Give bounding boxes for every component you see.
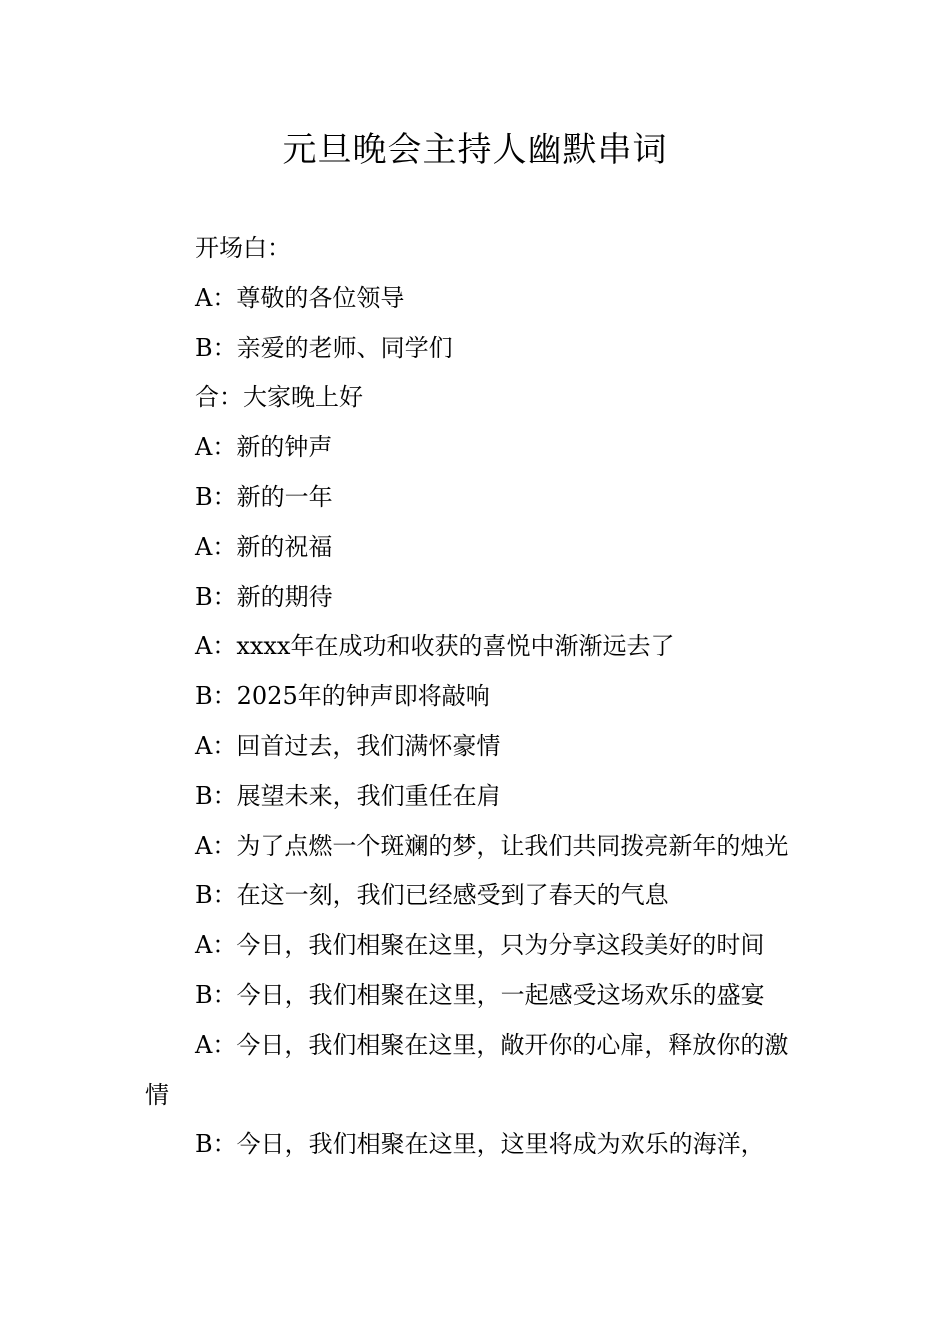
paragraph: A：尊敬的各位领导 [195, 283, 405, 312]
paragraph: A：今日，我们相聚在这里，只为分享这段美好的时间 [195, 931, 765, 960]
paragraph: B：新的期待 [195, 582, 333, 611]
paragraph: B：展望未来，我们重任在肩 [195, 781, 501, 810]
paragraph: 合：大家晚上好 [195, 383, 363, 412]
paragraph-opening: 开场白： [195, 234, 291, 262]
paragraph: A：xxxx年在成功和收获的喜悦中渐渐远去了 [195, 632, 675, 661]
paragraph: A：新的钟声 [195, 433, 333, 462]
paragraph: B：新的一年 [195, 482, 333, 511]
paragraph: A：为了点燃一个斑斓的梦，让我们共同拨亮新年的烛光 [195, 831, 789, 860]
paragraph: B：今日，我们相聚在这里，这里将成为欢乐的海洋， [195, 1130, 765, 1159]
paragraph: B：2025年的钟声即将敲响 [195, 682, 490, 711]
paragraph: A：今日，我们相聚在这里，敞开你的心扉，释放你的激情 [145, 1030, 789, 1109]
paragraph: A：新的祝福 [195, 532, 333, 561]
paragraph: A：回首过去，我们满怀豪情 [195, 731, 501, 760]
document-title: 元旦晚会主持人幽默串词 [282, 130, 668, 170]
paragraph: B：在这一刻，我们已经感受到了春天的气息 [195, 881, 669, 910]
document-body [145, 224, 810, 1170]
paragraph: B：今日，我们相聚在这里，一起感受这场欢乐的盛宴 [195, 980, 765, 1009]
paragraph: B：亲爱的老师、同学们 [195, 333, 453, 362]
